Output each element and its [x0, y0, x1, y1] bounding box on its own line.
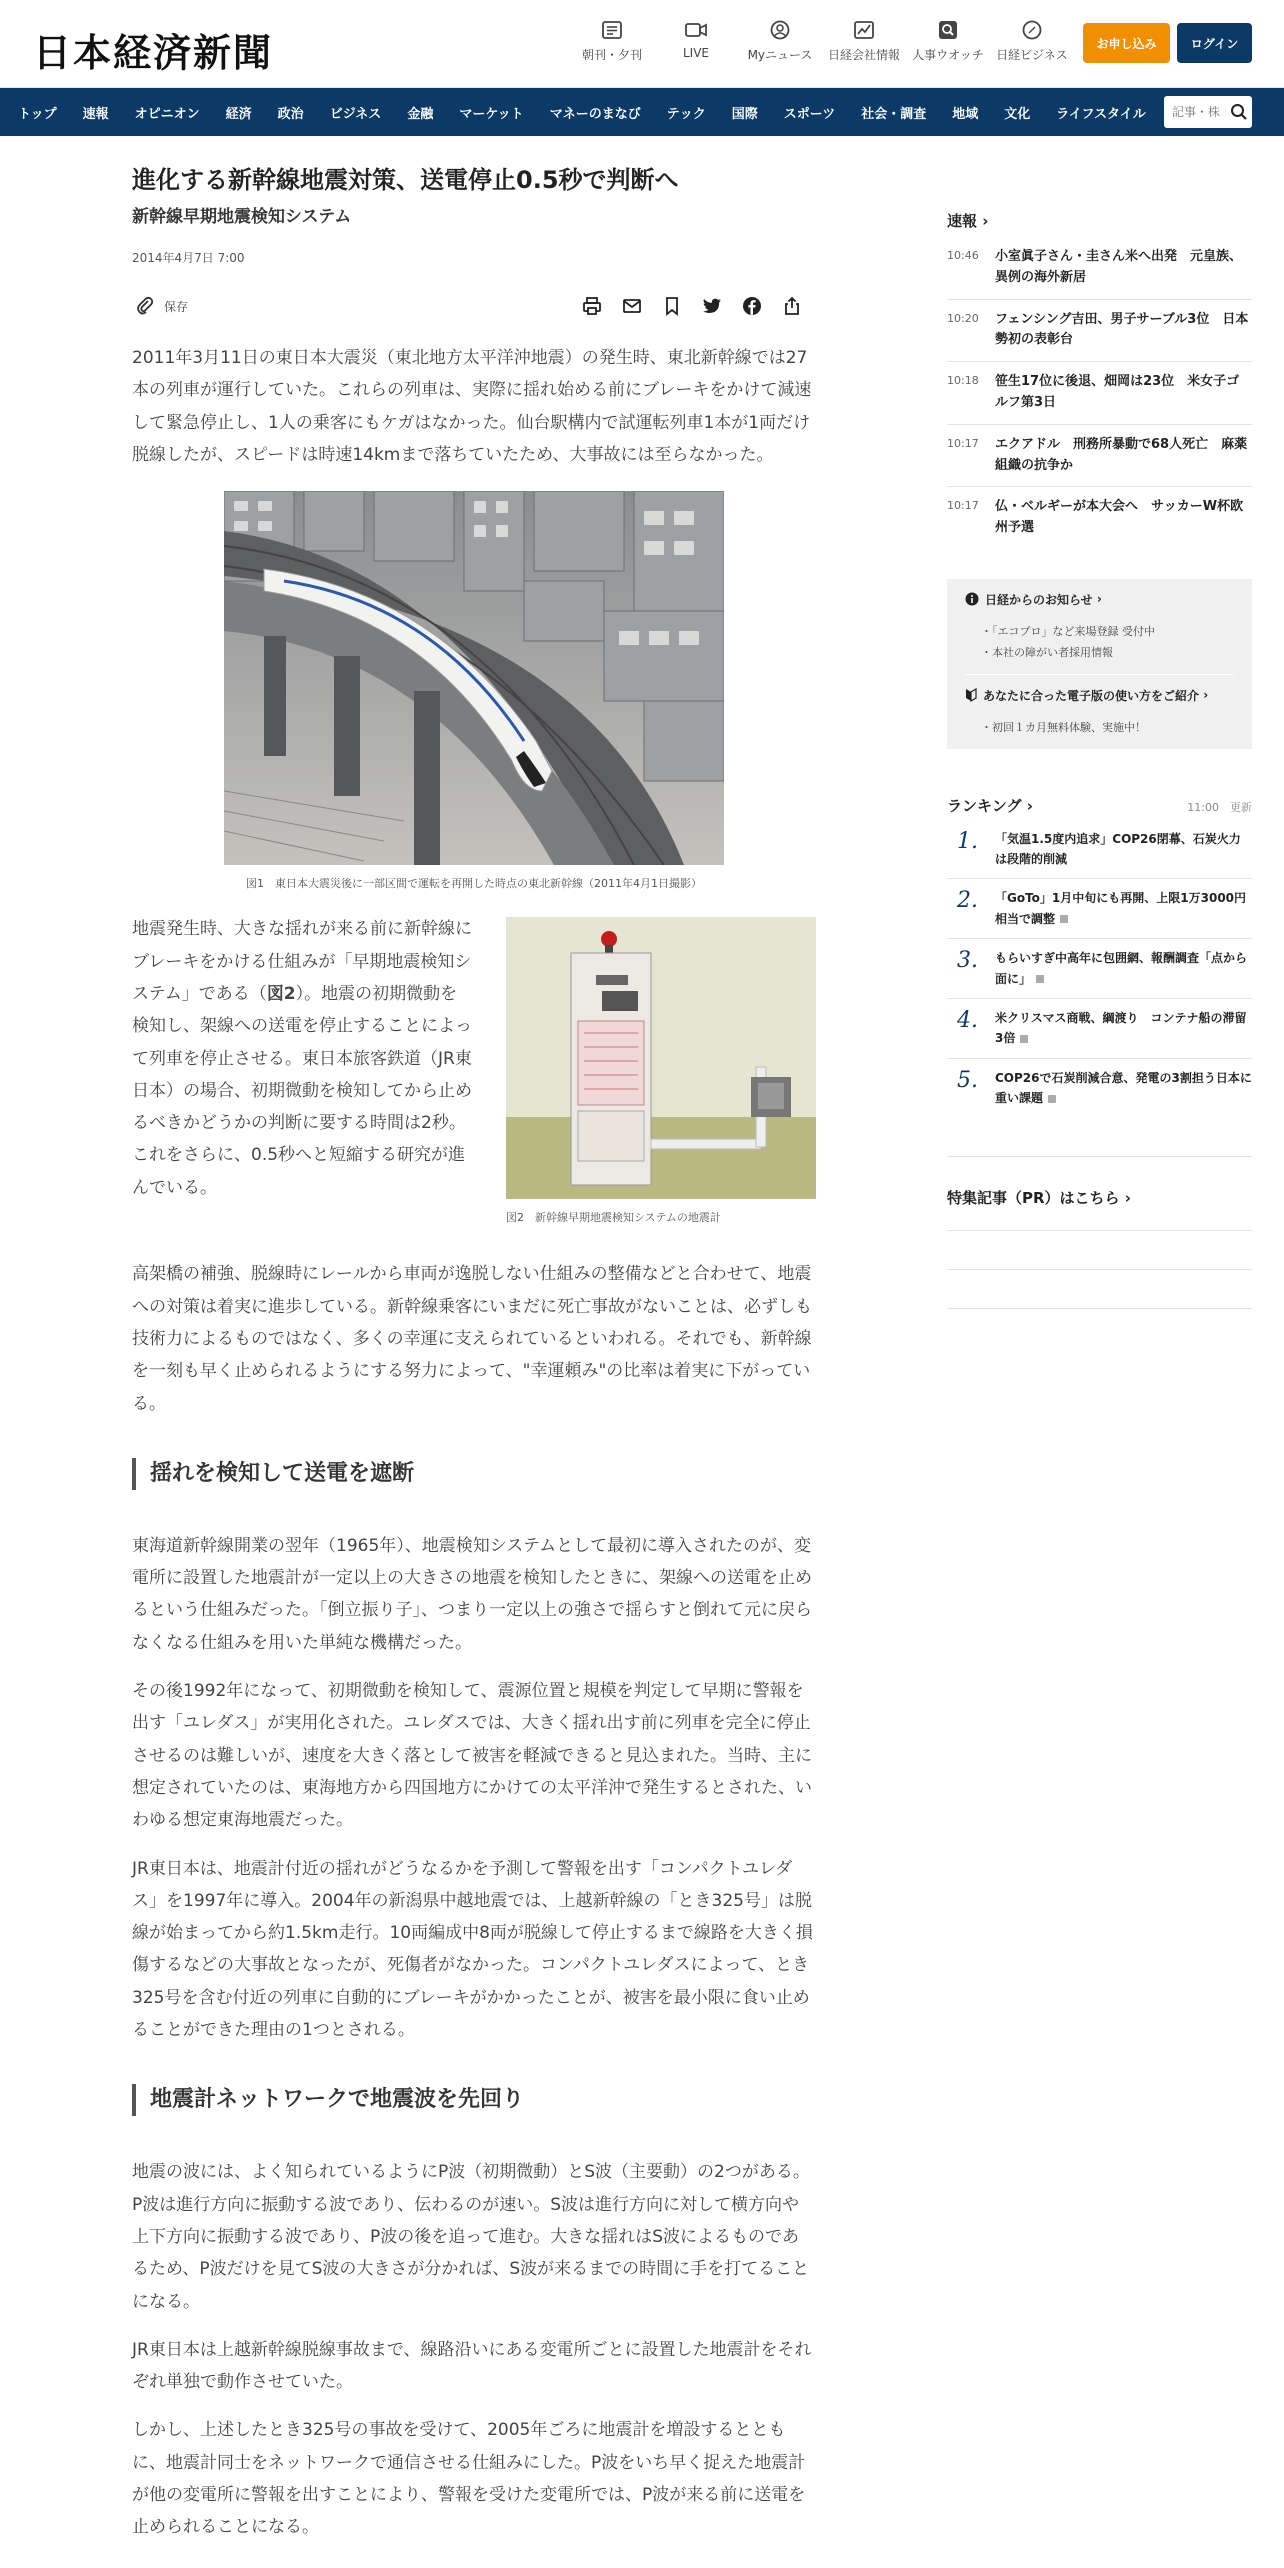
lock-icon: [1060, 915, 1068, 923]
nav-search: [1164, 96, 1252, 128]
shortcut-label: Myニュース: [747, 48, 813, 62]
user-icon: [769, 20, 791, 40]
shortcut-live[interactable]: [654, 20, 738, 63]
notice-text: 本社の障がい者採用情報: [992, 645, 1113, 659]
subscribe-button[interactable]: お申し込み: [1083, 23, 1170, 63]
news-time: 10:17: [947, 436, 979, 450]
news-headline: エクアドル 刑務所暴動で68人死亡 麻薬組織の抗争か: [995, 436, 1248, 473]
pr-title-label: 特集記事（PR）はこちら: [947, 1188, 1120, 1207]
nav-item-sports[interactable]: スポーツ: [783, 106, 836, 122]
article-paragraph: 2011年3月11日の東日本大震災（東北地方太平洋沖地震）の発生時、東北新幹線では27本の列車が運行していた。これらの列車は、実際に揺れ始める前にブレーキをかけて減速して緊急停止し、1人の乗客にもケガはなかった。仙台駅構内で試運転列車1本が1両だけ脱線したが、スピードは時速14kmまで落ちていたため、大事故には至らなかった。: [132, 348, 812, 466]
bookmark-icon[interactable]: [652, 296, 692, 316]
print-icon[interactable]: [572, 296, 612, 316]
news-time: 10:46: [947, 249, 979, 262]
news-headline: フェンシング吉田、男子サーブル3位 日本勢初の表彰台: [995, 311, 1249, 348]
guide-title-label: あなたに合った電子版の使い方をご紹介: [983, 688, 1200, 703]
list-item[interactable]: [947, 247, 1252, 300]
nav-item-business[interactable]: ビジネス: [329, 106, 382, 122]
figure-1-caption: 図1 東日本大震災後に一部区間で運転を再開した時点の東北新幹線（2011年4月1日撮影）: [246, 877, 702, 891]
nav-item-lifestyle[interactable]: ライフスタイル: [1056, 106, 1146, 122]
article-paragraph: 東海道新幹線開業の翌年（1965年）、地震検知システムとして最初に導入されたのが、変電所に設置した地震計が一定以上の大きさの地震を検知したときに、架線への送電を止めるという仕組みだった。「倒立振り子」、つまり一定以上の強さで揺らすと倒れて元に戻らなくなる仕組みを用いた単純な機構だった。: [132, 1535, 812, 1653]
breaking-news-list: [947, 247, 1252, 549]
section-heading: 地震計ネットワークで地震波を先回り: [132, 2084, 816, 2116]
chevron-right-icon: ›: [1203, 688, 1209, 703]
paperclip-icon: [136, 296, 154, 316]
guide-title[interactable]: [965, 687, 1234, 704]
article-paragraph: JR東日本は、地震計付近の揺れがどうなるかを予測して警報を出す「コンパクトユレダス」を1997年に導入。2004年の新潟県中越地震では、上越新幹線の「とき325号」は脱線が始まってから約1.5km走行。10両編成中8両が脱線して停止するまで線路を大きく損傷するなどの大事故となったが、死傷者がなかった。コンパクトユレダスによって、とき325号を含む付近の列車に自動的にブレーキがかかったことが、被害を最小限に食い止めることができた理由の1つとされる。: [132, 1858, 813, 2041]
nav-item-money[interactable]: マネーのまなび: [549, 106, 641, 122]
ranking-title[interactable]: [947, 797, 1033, 815]
notice-title[interactable]: [965, 591, 1234, 608]
ranking-headline: 「GoTo」1月中旬にも再開、上限1万3000円相当で調整: [995, 891, 1247, 926]
divider: [965, 674, 1234, 675]
lock-icon: [1020, 1035, 1028, 1043]
news-headline: 小室眞子さん・圭さん米へ出発 元皇族、異例の海外新居: [995, 249, 1243, 285]
newspaper-icon: [601, 20, 623, 40]
ranking-item[interactable]: [947, 999, 1252, 1059]
section-heading: 揺れを検知して送電を遮断: [132, 1458, 816, 1490]
save-button[interactable]: [136, 296, 188, 316]
ranking-item[interactable]: [947, 879, 1252, 939]
search-icon[interactable]: [1230, 103, 1248, 121]
header-shortcuts: [570, 20, 1074, 63]
sidebar: [947, 210, 1252, 1347]
notice-box: [947, 579, 1252, 749]
search-person-icon: [937, 20, 959, 40]
figure-2-reference: 図2: [266, 983, 296, 1004]
article-paragraph: 地震の波には、よく知られているようにP波（初期微動）とS波（主要動）の2つがある。P波は進行方向に振動する波であり、伝わるのが速い。S波は進行方向に対して横方向や上下方向に振動する波であり、P波の後を追って進む。大きな揺れはS波によるものであるため、P波だけを見てS波の大きさが分かれば、S波が来るまでの時間に手を打てることになる。: [132, 2162, 810, 2312]
notice-item[interactable]: ・「エコプロ」など来場登録 受付中: [981, 624, 1155, 638]
article-title: 進化する新幹線地震対策、送電停止0.5秒で判断へ: [132, 166, 679, 194]
pr-section: [947, 1156, 1252, 1309]
nav-item-breaking[interactable]: 速報: [82, 106, 109, 122]
list-item[interactable]: [947, 425, 1252, 488]
login-button[interactable]: ログイン: [1177, 23, 1252, 63]
nav-item-culture[interactable]: 文化: [1004, 106, 1031, 122]
nav-item-opinion[interactable]: オピニオン: [134, 106, 200, 122]
nav-item-top[interactable]: トップ: [18, 106, 57, 122]
share-buttons: [572, 296, 812, 316]
shortcut-nikkei-business[interactable]: [990, 20, 1074, 63]
chevron-right-icon: ›: [1124, 1188, 1131, 1207]
ranking-number: 2.: [957, 888, 978, 914]
chevron-right-icon: ›: [1096, 592, 1102, 607]
shortcut-label: 日経ビジネス: [996, 48, 1068, 62]
article-toolbar: [132, 290, 816, 326]
breaking-news-label: 速報: [947, 212, 978, 230]
article-paragraph: その後1992年になって、初期微動を検知して、震源位置と規模を判定して早期に警報を出す「ユレダス」が実用化された。ユレダスでは、大きく揺れ出す前に列車を完全に停止させるのは難しいが、速度を大きく落として被害を軽減できると見込まれた。当時、主に想定されていたのは、東海地方から四国地方にかけての太平洋沖で発生するとされた、いわゆる想定東海地震だった。: [132, 1681, 812, 1831]
save-label: 保存: [164, 299, 189, 314]
ranking-headline: 「気温1.5度内追求」COP26閉幕、石炭火力は段階的削減: [995, 831, 1241, 867]
notice-text: 「エコプロ」など来場登録 受付中: [992, 624, 1155, 638]
ranking-headline: 米クリスマス商戦、綱渡り コンテナ船の滞留3倍: [995, 1010, 1247, 1046]
twitter-icon[interactable]: [692, 296, 732, 316]
news-time: 10:18: [947, 374, 979, 388]
figure-2: [506, 917, 816, 1225]
text-segment: 地震発生時、大きな揺れが来る前に新幹線にブレーキをかける仕組みが「早期地震検知システム」である（: [132, 919, 472, 1004]
search-input[interactable]: [1172, 105, 1228, 119]
info-icon: [965, 592, 979, 606]
ranking-list: [947, 829, 1252, 1118]
notice-title-label: 日経からのお知らせ: [985, 592, 1093, 607]
share-icon[interactable]: [772, 296, 812, 316]
figure-1: [224, 491, 724, 891]
nav-item-economy[interactable]: 経済: [225, 106, 252, 122]
nav-item-society[interactable]: 社会・調査: [861, 106, 927, 122]
ranking-number: 4.: [957, 1007, 978, 1033]
shortcut-label: 人事ウオッチ: [912, 48, 984, 62]
compass-icon: [1021, 20, 1043, 40]
pr-title[interactable]: [947, 1189, 1131, 1207]
lock-icon: [1048, 1095, 1056, 1103]
guide-text: 初回１カ月無料体験、実施中！: [992, 720, 1146, 734]
ranking-headline: COP26で石炭削減合意、発電の3割担う日本に重い課題: [995, 1070, 1252, 1106]
shortcut-my-news[interactable]: [738, 20, 822, 63]
chart-icon: [853, 20, 875, 40]
news-time: 10:17: [947, 499, 979, 513]
shortcut-label: LIVE: [682, 46, 709, 60]
ranking-title-label: ランキング: [947, 796, 1022, 815]
shortcut-personnel-watch[interactable]: [906, 20, 990, 63]
news-headline: 笹生17位に後退、畑岡は23位 米女子ゴルフ第3日: [995, 374, 1240, 410]
article-date: 2014年4月7日 7:00: [132, 251, 245, 266]
divider: [947, 1269, 1252, 1270]
nav-item-tech[interactable]: テック: [666, 106, 706, 122]
guide-list: [965, 718, 1234, 739]
news-headline: 仏・ベルギーが本大会へ サッカーW杯欧州予選: [995, 499, 1244, 536]
figure-2-caption: 図2 新幹線早期地震検知システムの地震計: [506, 1211, 721, 1225]
chevron-right-icon: ›: [982, 212, 989, 230]
site-header: [0, 0, 1284, 88]
ranking-item[interactable]: [947, 829, 1252, 880]
ranking-number: 3.: [957, 948, 978, 974]
news-time: 10:20: [947, 311, 979, 325]
notice-item[interactable]: ・本社の障がい者採用情報: [981, 645, 1113, 659]
text-segment: ）。地震の初期微動を検知し、架線への送電を停止することによって列車を停止させる。東日本旅客鉄道（JR東日本）の場合、初期微動を検知してから止めるべきかどうかの判断に要する時間は2秒。これをさらに、0.5秒へと短縮する研究が進んでいる。: [132, 983, 472, 1198]
article: [132, 165, 816, 2544]
ranking-header: [947, 795, 1252, 817]
seismometer-photo: [506, 917, 816, 1199]
notice-list: [965, 622, 1234, 664]
article-paragraph: しかし、上述したとき325号の事故を受けて、2005年ごろに地震計を増設するとともに、地震計同士をネットワークで通信させる仕組みにした。P波をいち早く捉えた地震計が他の変電所に警報を出すことにより、警報を受けた変電所では、P波が来る前に送電を止められることになる。: [132, 2420, 806, 2538]
site-logo[interactable]: 日本経済新聞: [33, 30, 274, 75]
article-paragraph: [132, 913, 472, 1204]
shinkansen-photo: [224, 491, 724, 865]
ranking-number: 5.: [957, 1067, 978, 1093]
ranking-number: 1.: [957, 828, 978, 854]
ranking-updated-time: 11:00 更新: [1187, 800, 1252, 814]
mail-icon[interactable]: [612, 296, 652, 316]
nav-item-regional[interactable]: 地域: [952, 106, 979, 122]
shortcut-label: 日経会社情報: [827, 48, 900, 62]
main-nav: [0, 88, 1284, 136]
article-paragraph: 高架橋の補強、脱線時にレールから車両が逸脱しない仕組みの整備などと合わせて、地震への対策は着実に進歩している。新幹線乗客にいまだに死亡事故がないことは、必ずしも技術力によるものではなく、多くの幸運に支えられているといわれる。それでも、新幹線を一刻も早く止められるようにする努力によって、"幸運頼み"の比率は着実に下がっている。: [132, 1264, 812, 1414]
shortcut-label: 朝刊・夕刊: [581, 48, 642, 62]
list-item[interactable]: [947, 362, 1252, 425]
shortcut-paper-edition[interactable]: [570, 20, 654, 63]
nav-list: [18, 88, 1172, 136]
nav-item-market[interactable]: マーケット: [459, 106, 524, 122]
beginner-mark-icon: [965, 688, 977, 702]
nav-item-finance[interactable]: 金融: [407, 106, 434, 122]
article-paragraph: JR東日本は上越新幹線脱線事故まで、線路沿いにある変電所ごとに設置した地震計をそれぞれ単独で動作させていた。: [132, 2339, 812, 2393]
guide-item[interactable]: ・初回１カ月無料体験、実施中！: [981, 720, 1146, 734]
breaking-news-title[interactable]: [947, 212, 988, 230]
divider: [947, 1308, 1252, 1309]
ranking-item[interactable]: [947, 1059, 1252, 1118]
facebook-icon[interactable]: [732, 296, 772, 316]
nav-item-international[interactable]: 国際: [731, 106, 758, 122]
lock-icon: [1036, 975, 1044, 983]
ranking-headline: もらいすぎ中高年に包囲網、報酬調査「点から面に」: [995, 951, 1248, 986]
pr-placeholder-list: [947, 1230, 1252, 1309]
video-icon: [684, 20, 708, 40]
chevron-right-icon: ›: [1026, 796, 1033, 815]
list-item[interactable]: [947, 300, 1252, 363]
ranking-item[interactable]: [947, 939, 1252, 999]
divider: [947, 1230, 1252, 1231]
two-column-block: [132, 917, 816, 1242]
shortcut-company-info[interactable]: [822, 20, 906, 63]
nav-item-politics[interactable]: 政治: [277, 106, 304, 122]
list-item[interactable]: [947, 487, 1252, 549]
article-subtitle: 新幹線早期地震検知システム: [132, 207, 352, 228]
